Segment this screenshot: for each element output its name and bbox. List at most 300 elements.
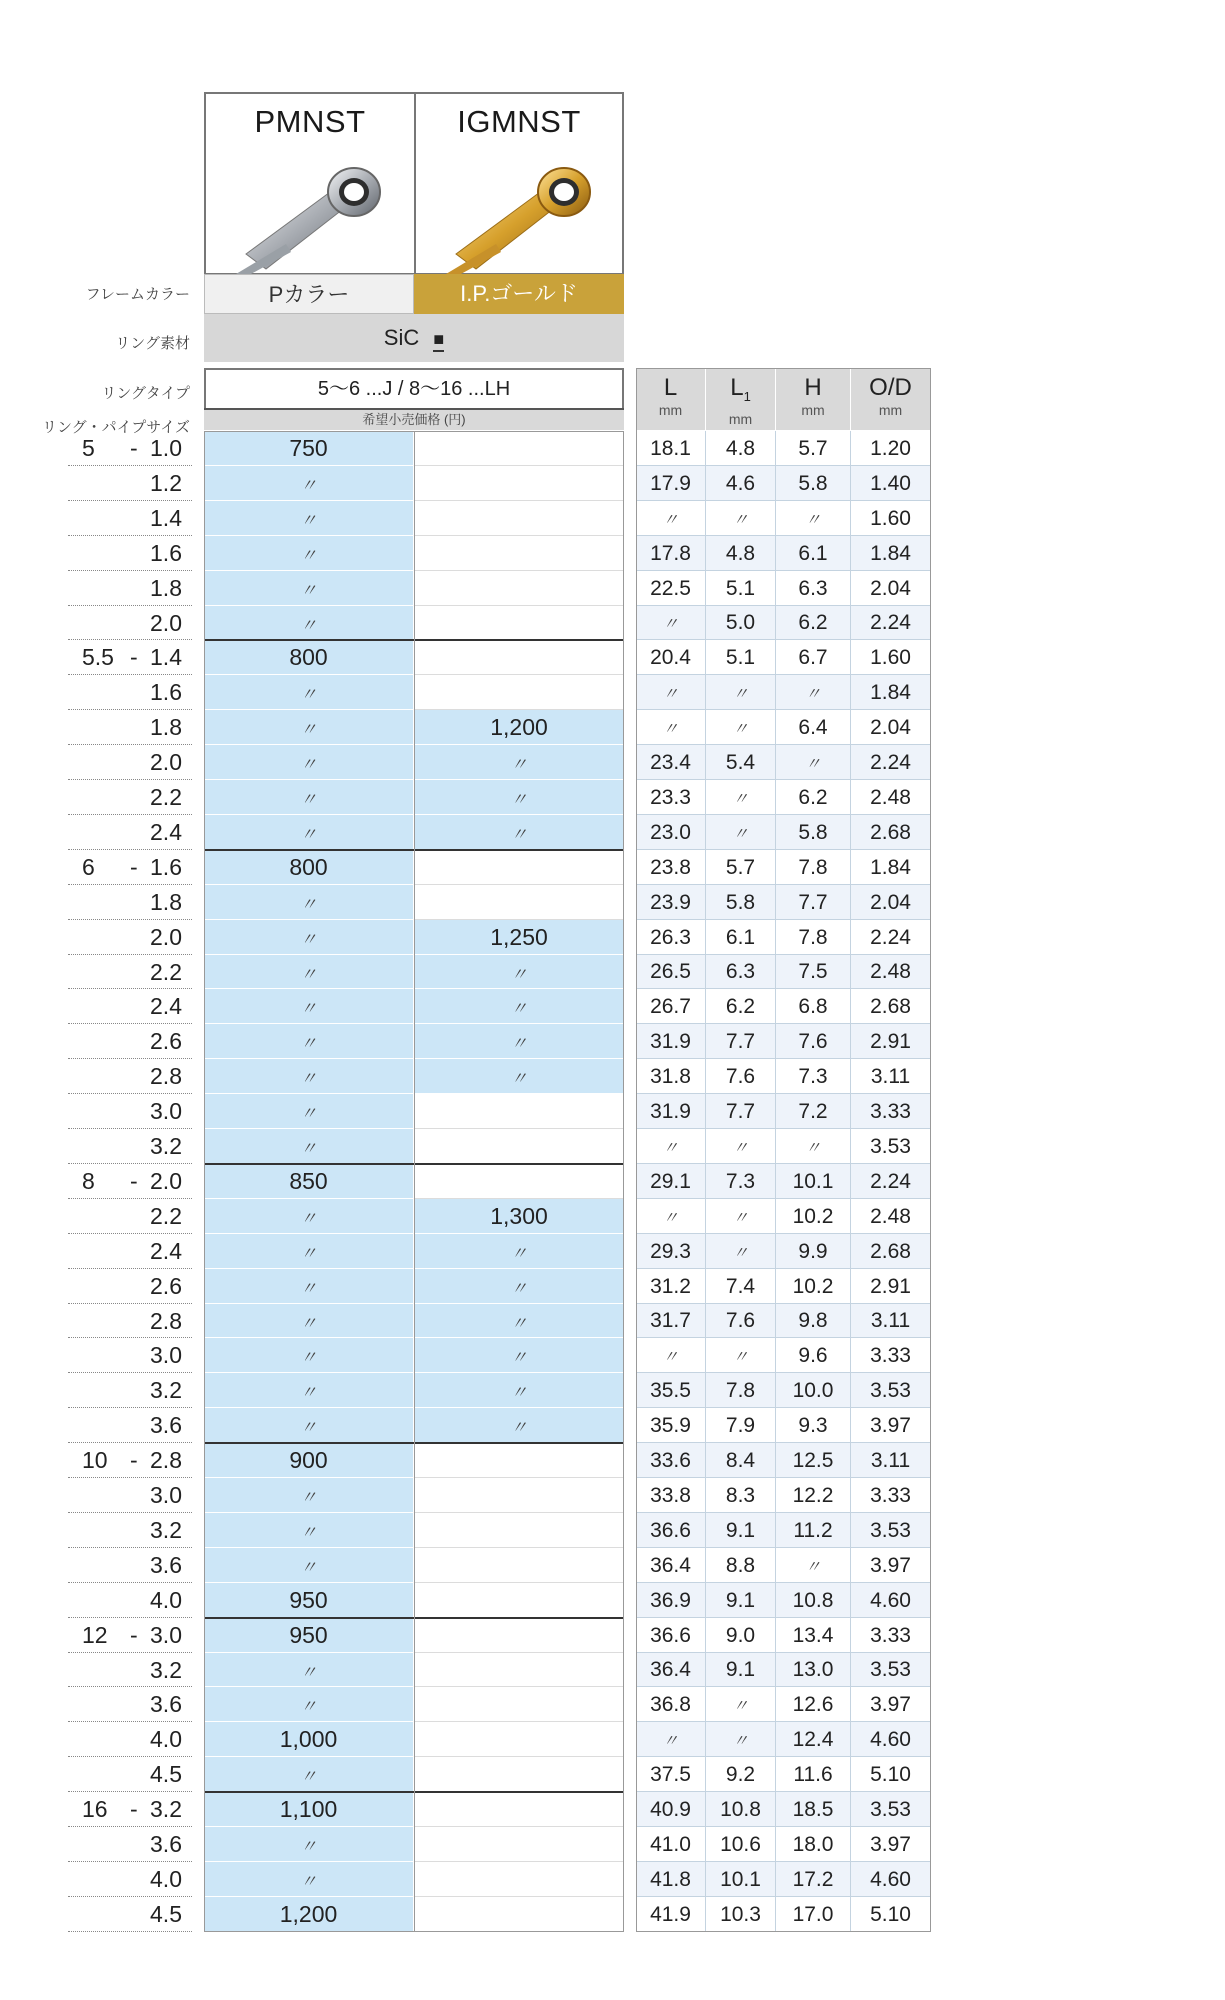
size-cell <box>68 1653 192 1687</box>
spec-l: 〃 <box>636 675 706 710</box>
pipe-size: 4.5 <box>150 1761 182 1787</box>
pipe-size: 4.0 <box>150 1726 182 1752</box>
price-igmnst: 〃 <box>414 780 624 815</box>
spec-header-unit: mm <box>878 402 903 418</box>
price-pmnst: 〃 <box>204 1827 414 1862</box>
spec-l: 20.4 <box>636 640 706 675</box>
size-cell <box>68 536 192 571</box>
price-igmnst <box>414 1164 624 1199</box>
price-igmnst <box>414 571 624 606</box>
price-pmnst: 〃 <box>204 1199 414 1234</box>
label-ring-type: リングタイプ <box>101 385 190 402</box>
spec-l: 35.9 <box>636 1408 706 1443</box>
price-pmnst: 〃 <box>204 955 414 989</box>
spec-l1: 〃 <box>706 1687 776 1722</box>
spec-od: 2.24 <box>851 606 931 640</box>
spec-h: 〃 <box>776 1129 851 1164</box>
spec-l1: 7.4 <box>706 1269 776 1304</box>
spec-h: 9.8 <box>776 1304 851 1338</box>
pipe-size: 2.0 <box>150 749 182 775</box>
spec-l: 36.4 <box>636 1548 706 1583</box>
spec-l: 〃 <box>636 1129 706 1164</box>
pipe-size: 2.8 <box>150 1063 182 1089</box>
pipe-size: 3.6 <box>150 1691 182 1717</box>
spec-l1: 6.2 <box>706 989 776 1024</box>
price-pmnst: 1,100 <box>204 1792 414 1827</box>
spec-h: 7.8 <box>776 920 851 955</box>
spec-od: 3.97 <box>851 1408 931 1443</box>
pipe-size: 4.0 <box>150 1866 182 1892</box>
size-cell <box>68 1897 192 1932</box>
price-pmnst: 〃 <box>204 815 414 850</box>
pipe-size: 2.0 <box>150 924 182 950</box>
price-igmnst <box>414 1722 624 1757</box>
spec-header-unit: mm <box>658 402 683 418</box>
price-pmnst: 〃 <box>204 1408 414 1443</box>
spec-od: 2.04 <box>851 571 931 606</box>
price-column-divider <box>414 431 415 1932</box>
spec-l: 17.9 <box>636 466 706 501</box>
size-cell <box>68 1199 192 1234</box>
pipe-size: 3.2 <box>150 1796 182 1822</box>
spec-od: 3.53 <box>851 1373 931 1408</box>
price-pmnst: 800 <box>204 640 414 675</box>
spec-h: 10.2 <box>776 1269 851 1304</box>
size-cell <box>68 850 192 885</box>
spec-l1: 〃 <box>706 1129 776 1164</box>
spec-l: 26.5 <box>636 955 706 989</box>
ring-material-badge: ■ <box>433 328 444 352</box>
price-pmnst: 〃 <box>204 710 414 745</box>
spec-od: 3.53 <box>851 1513 931 1548</box>
price-igmnst <box>414 1618 624 1653</box>
size-cell <box>68 1094 192 1129</box>
spec-l: 23.0 <box>636 815 706 850</box>
spec-h: 7.6 <box>776 1024 851 1059</box>
spec-od: 2.24 <box>851 1164 931 1199</box>
spec-header-l1 <box>706 368 776 430</box>
pipe-size: 1.6 <box>150 854 182 880</box>
size-cell <box>68 780 192 815</box>
spec-l: 41.8 <box>636 1862 706 1897</box>
spec-h: 12.4 <box>776 1722 851 1757</box>
size-cell <box>68 920 192 955</box>
price-pmnst: 〃 <box>204 466 414 501</box>
size-separator: - <box>130 435 138 461</box>
size-cell <box>68 675 192 710</box>
pipe-size: 3.6 <box>150 1552 182 1578</box>
pipe-size: 3.2 <box>150 1133 182 1159</box>
spec-h: 9.6 <box>776 1338 851 1373</box>
price-note: 希望小売価格 (円) <box>204 408 624 430</box>
pipe-size: 4.5 <box>150 1901 182 1927</box>
pipe-size: 1.2 <box>150 470 182 496</box>
price-pmnst: 850 <box>204 1164 414 1199</box>
spec-l1: 〃 <box>706 675 776 710</box>
spec-h: 7.3 <box>776 1059 851 1094</box>
spec-l1: 〃 <box>706 501 776 536</box>
product-name: IGMNST <box>457 104 581 139</box>
spec-l1: 4.6 <box>706 466 776 501</box>
price-igmnst <box>414 640 624 675</box>
price-pmnst: 〃 <box>204 1373 414 1408</box>
pipe-size: 3.6 <box>150 1831 182 1857</box>
price-igmnst: 1,200 <box>414 710 624 745</box>
spec-l1: 7.6 <box>706 1304 776 1338</box>
spec-h: 9.9 <box>776 1234 851 1269</box>
price-pmnst: 750 <box>204 431 414 466</box>
spec-l1: 9.0 <box>706 1618 776 1653</box>
spec-od: 3.11 <box>851 1304 931 1338</box>
size-cell <box>68 466 192 501</box>
price-igmnst <box>414 1687 624 1722</box>
spec-l1: 8.3 <box>706 1478 776 1513</box>
price-igmnst: 〃 <box>414 955 624 989</box>
product-header-igmnst <box>414 92 624 275</box>
price-pmnst: 〃 <box>204 1304 414 1338</box>
label-ring-material: リング素材 <box>115 335 190 352</box>
spec-h: 5.8 <box>776 815 851 850</box>
price-pmnst: 1,000 <box>204 1722 414 1757</box>
pipe-size: 1.6 <box>150 540 182 566</box>
price-pmnst: 〃 <box>204 1094 414 1129</box>
spec-h: 7.5 <box>776 955 851 989</box>
price-igmnst <box>414 1862 624 1897</box>
price-igmnst <box>414 1478 624 1513</box>
spec-l: 31.9 <box>636 1024 706 1059</box>
price-igmnst: 〃 <box>414 745 624 780</box>
size-cell <box>68 1757 192 1792</box>
price-igmnst: 1,300 <box>414 1199 624 1234</box>
price-pmnst: 〃 <box>204 1478 414 1513</box>
size-cell <box>68 1478 192 1513</box>
spec-l: 36.9 <box>636 1583 706 1618</box>
spec-od: 4.60 <box>851 1862 931 1897</box>
pipe-size: 3.0 <box>150 1098 182 1124</box>
frame-color-gold: I.P.ゴールド <box>414 274 624 314</box>
spec-l1: 10.3 <box>706 1897 776 1932</box>
price-igmnst: 〃 <box>414 1338 624 1373</box>
spec-od: 3.33 <box>851 1478 931 1513</box>
pipe-size: 2.8 <box>150 1308 182 1334</box>
price-igmnst <box>414 1129 624 1164</box>
spec-h: 17.0 <box>776 1897 851 1932</box>
spec-h: 7.8 <box>776 850 851 885</box>
size-cell <box>68 1234 192 1269</box>
price-pmnst: 〃 <box>204 1059 414 1094</box>
spec-header-unit: mm <box>801 402 825 418</box>
spec-l: 23.8 <box>636 850 706 885</box>
spec-h: 6.3 <box>776 571 851 606</box>
spec-l: 23.3 <box>636 780 706 815</box>
spec-l: 29.1 <box>636 1164 706 1199</box>
spec-l1: 〃 <box>706 815 776 850</box>
spec-h: 6.2 <box>776 780 851 815</box>
price-pmnst: 〃 <box>204 1653 414 1687</box>
spec-od: 3.97 <box>851 1548 931 1583</box>
price-pmnst: 900 <box>204 1443 414 1478</box>
spec-l1: 9.2 <box>706 1757 776 1792</box>
spec-header-key: $L_1$ <box>730 374 751 404</box>
pipe-size: 2.4 <box>150 1238 182 1264</box>
spec-l: 41.9 <box>636 1897 706 1932</box>
size-cell <box>68 1164 192 1199</box>
pipe-size: 3.2 <box>150 1517 182 1543</box>
spec-l: 41.0 <box>636 1827 706 1862</box>
size-separator: - <box>130 1622 138 1648</box>
spec-l1: 6.1 <box>706 920 776 955</box>
spec-od: 2.04 <box>851 710 931 745</box>
label-frame-color: フレームカラー <box>85 286 190 303</box>
spec-l1: 7.6 <box>706 1059 776 1094</box>
spec-l1: 8.4 <box>706 1443 776 1478</box>
spec-h: 〃 <box>776 1548 851 1583</box>
pipe-size: 1.8 <box>150 889 182 915</box>
price-igmnst <box>414 885 624 920</box>
spec-od: 2.91 <box>851 1269 931 1304</box>
spec-h: 6.4 <box>776 710 851 745</box>
price-igmnst: 〃 <box>414 1269 624 1304</box>
price-igmnst: 〃 <box>414 1024 624 1059</box>
spec-od: 1.84 <box>851 675 931 710</box>
spec-od: 1.40 <box>851 466 931 501</box>
size-cell <box>68 1408 192 1443</box>
spec-header-key: H <box>804 374 822 401</box>
spec-od: 2.68 <box>851 815 931 850</box>
pipe-size: 3.2 <box>150 1377 182 1403</box>
price-igmnst: 〃 <box>414 989 624 1024</box>
spec-l: 23.4 <box>636 745 706 780</box>
price-pmnst: 〃 <box>204 1687 414 1722</box>
spec-l: 36.6 <box>636 1513 706 1548</box>
spec-l1: 9.1 <box>706 1513 776 1548</box>
pipe-size: 2.0 <box>150 1168 182 1194</box>
spec-l1: 5.7 <box>706 850 776 885</box>
pipe-size: 1.0 <box>150 435 182 461</box>
spec-header-key: O/D <box>869 374 912 401</box>
spec-od: 2.68 <box>851 989 931 1024</box>
spec-od: 1.20 <box>851 431 931 466</box>
spec-od: 1.60 <box>851 501 931 536</box>
price-igmnst <box>414 1443 624 1478</box>
spec-od: 2.48 <box>851 1199 931 1234</box>
price-pmnst: 〃 <box>204 1129 414 1164</box>
spec-l1: 7.8 <box>706 1373 776 1408</box>
spec-h: 〃 <box>776 675 851 710</box>
size-cell <box>68 955 192 989</box>
price-igmnst <box>414 431 624 466</box>
spec-od: 1.84 <box>851 850 931 885</box>
spec-l: 33.8 <box>636 1478 706 1513</box>
price-igmnst: 〃 <box>414 1373 624 1408</box>
price-pmnst: 〃 <box>204 1862 414 1897</box>
spec-l: 〃 <box>636 710 706 745</box>
price-pmnst: 950 <box>204 1583 414 1618</box>
spec-h: 18.5 <box>776 1792 851 1827</box>
size-cell <box>68 1024 192 1059</box>
spec-l1: 9.1 <box>706 1653 776 1687</box>
price-igmnst <box>414 1548 624 1583</box>
spec-l: 〃 <box>636 1722 706 1757</box>
spec-od: 1.60 <box>851 640 931 675</box>
price-pmnst: 〃 <box>204 1548 414 1583</box>
spec-l1: 5.1 <box>706 640 776 675</box>
size-cell <box>68 815 192 850</box>
product-header-pmnst <box>204 92 414 275</box>
spec-h: 10.2 <box>776 1199 851 1234</box>
pipe-size: 2.2 <box>150 1203 182 1229</box>
pipe-size: 1.8 <box>150 714 182 740</box>
spec-l: 31.2 <box>636 1269 706 1304</box>
size-cell <box>68 571 192 606</box>
pipe-size: 4.0 <box>150 1587 182 1613</box>
price-igmnst <box>414 1792 624 1827</box>
pipe-size: 3.0 <box>150 1482 182 1508</box>
price-igmnst <box>414 1653 624 1687</box>
ring-size: 10 <box>82 1447 108 1473</box>
spec-od: 5.10 <box>851 1757 931 1792</box>
size-separator: - <box>130 1796 138 1822</box>
ring-size: 5 <box>82 435 95 461</box>
price-igmnst <box>414 1583 624 1618</box>
price-igmnst: 〃 <box>414 1234 624 1269</box>
spec-od: 3.33 <box>851 1618 931 1653</box>
spec-l1: 〃 <box>706 1338 776 1373</box>
price-igmnst <box>414 1757 624 1792</box>
spec-header-unit: mm <box>728 410 753 427</box>
price-igmnst <box>414 501 624 536</box>
pipe-size: 2.4 <box>150 993 182 1019</box>
price-igmnst <box>414 675 624 710</box>
size-cell <box>68 1827 192 1862</box>
pipe-size: 2.8 <box>150 1447 182 1473</box>
price-pmnst: 〃 <box>204 885 414 920</box>
size-cell <box>68 1443 192 1478</box>
price-pmnst: 〃 <box>204 745 414 780</box>
spec-h: 12.6 <box>776 1687 851 1722</box>
ring-type-band: 5〜6 ...J / 8〜16 ...LH <box>204 368 624 408</box>
spec-l1: 10.1 <box>706 1862 776 1897</box>
price-igmnst: 1,250 <box>414 920 624 955</box>
spec-l: 18.1 <box>636 431 706 466</box>
spec-od: 3.97 <box>851 1827 931 1862</box>
price-igmnst <box>414 850 624 885</box>
size-cell <box>68 1338 192 1373</box>
price-pmnst: 〃 <box>204 989 414 1024</box>
spec-od: 3.53 <box>851 1792 931 1827</box>
pipe-size: 2.4 <box>150 819 182 845</box>
spec-od: 3.33 <box>851 1094 931 1129</box>
spec-h: 18.0 <box>776 1827 851 1862</box>
pipe-size: 1.4 <box>150 505 182 531</box>
spec-l: 〃 <box>636 1199 706 1234</box>
spec-header-l <box>636 368 706 430</box>
spec-l1: 4.8 <box>706 431 776 466</box>
price-pmnst: 〃 <box>204 1757 414 1792</box>
price-pmnst: 950 <box>204 1618 414 1653</box>
spec-h: 12.5 <box>776 1443 851 1478</box>
spec-header-key: L <box>663 374 678 401</box>
size-cell <box>68 1059 192 1094</box>
price-pmnst: 1,200 <box>204 1897 414 1932</box>
spec-h: 13.4 <box>776 1618 851 1653</box>
price-igmnst <box>414 1513 624 1548</box>
price-igmnst <box>414 606 624 640</box>
size-separator: - <box>130 1447 138 1473</box>
size-cell <box>68 745 192 780</box>
spec-h: 6.2 <box>776 606 851 640</box>
spec-h: 13.0 <box>776 1653 851 1687</box>
spec-l1: 7.7 <box>706 1094 776 1129</box>
size-cell <box>68 1304 192 1338</box>
spec-l: 23.9 <box>636 885 706 920</box>
price-pmnst: 〃 <box>204 1234 414 1269</box>
ring-size: 6 <box>82 854 95 880</box>
spec-h: 10.8 <box>776 1583 851 1618</box>
size-cell <box>68 989 192 1024</box>
pipe-size: 1.6 <box>150 679 182 705</box>
price-igmnst <box>414 1897 624 1932</box>
pipe-size: 2.2 <box>150 959 182 985</box>
spec-h: 10.1 <box>776 1164 851 1199</box>
spec-l: 37.5 <box>636 1757 706 1792</box>
spec-l1: 6.3 <box>706 955 776 989</box>
size-separator: - <box>130 1168 138 1194</box>
spec-od: 2.48 <box>851 780 931 815</box>
pipe-size: 3.6 <box>150 1412 182 1438</box>
ring-size: 12 <box>82 1622 108 1648</box>
spec-l1: 5.4 <box>706 745 776 780</box>
ring-size: 8 <box>82 1168 95 1194</box>
spec-od: 4.60 <box>851 1722 931 1757</box>
spec-l: 〃 <box>636 606 706 640</box>
size-separator: - <box>130 854 138 880</box>
pipe-size: 2.0 <box>150 610 182 636</box>
spec-l: 31.9 <box>636 1094 706 1129</box>
spec-od: 2.24 <box>851 745 931 780</box>
spec-od: 1.84 <box>851 536 931 571</box>
size-cell <box>68 606 192 640</box>
price-pmnst: 〃 <box>204 571 414 606</box>
size-cell <box>68 1129 192 1164</box>
spec-l1: 7.3 <box>706 1164 776 1199</box>
spec-l1: 〃 <box>706 1199 776 1234</box>
frame-color-silver: Pカラー <box>204 274 414 314</box>
price-pmnst: 〃 <box>204 536 414 571</box>
ring-material-value: SiC <box>383 325 420 350</box>
spec-l1: 4.8 <box>706 536 776 571</box>
ring-material-band <box>204 314 624 362</box>
price-igmnst <box>414 536 624 571</box>
size-cell <box>68 501 192 536</box>
spec-l: 35.5 <box>636 1373 706 1408</box>
spec-l: 40.9 <box>636 1792 706 1827</box>
ring-size: 16 <box>82 1796 108 1822</box>
spec-h: 〃 <box>776 745 851 780</box>
price-igmnst <box>414 466 624 501</box>
spec-h: 6.7 <box>776 640 851 675</box>
spec-h: 17.2 <box>776 1862 851 1897</box>
price-pmnst: 〃 <box>204 675 414 710</box>
spec-od: 3.53 <box>851 1653 931 1687</box>
spec-od: 2.24 <box>851 920 931 955</box>
spec-l1: 5.1 <box>706 571 776 606</box>
pipe-size: 3.2 <box>150 1657 182 1683</box>
pipe-size: 1.8 <box>150 575 182 601</box>
price-pmnst: 〃 <box>204 1513 414 1548</box>
spec-l: 26.3 <box>636 920 706 955</box>
spec-h: 〃 <box>776 501 851 536</box>
